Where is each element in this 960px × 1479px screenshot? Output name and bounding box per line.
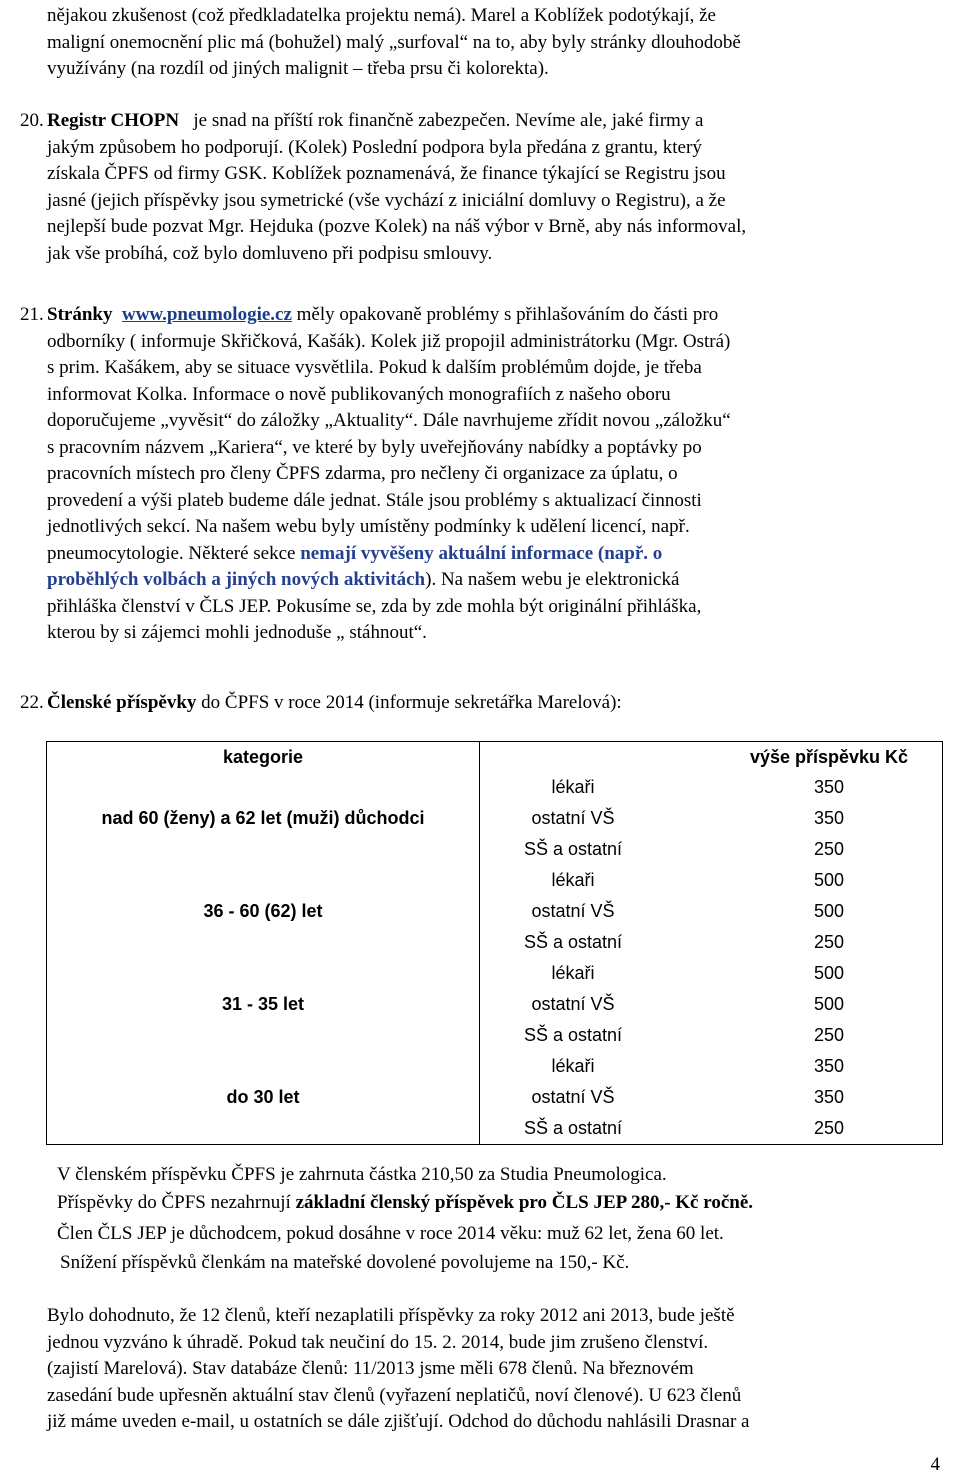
text-line: Bylo dohodnuto, že 12 členů, kteří nezaplatili příspěvky za roky 2012 ani 2013, bude ještě [47,1305,735,1326]
amount-cell: 500 [813,963,845,984]
closing-paragraph [47,1303,952,1436]
amount-cell: 350 [813,808,845,829]
text-line: odborníky ( informuje Skřičková, Kašák). Kolek již propojil administrátorku (Mgr. Ostrá) [47,330,731,352]
category-cell: 31 - 35 let [47,958,480,1051]
table-row [47,865,943,896]
amount-cell: 250 [813,839,845,860]
type-cell: lékaři [551,1056,595,1077]
text-line: získala ČPFS od firmy GSK. Koblížek poznamenává, že finance týkající se Registru jsou [47,163,726,184]
type-cell: SŠ a ostatní [523,1118,623,1139]
table-row [47,772,943,803]
table-row [47,1051,943,1082]
header-category: kategorie [47,742,480,773]
type-cell: ostatní VŠ [531,1087,615,1108]
amount-cell: 350 [813,1056,845,1077]
text-line: nejlepší bude pozvat Mgr. Hejduka (pozve Kolek) na náš výbor v Brně, aby nás informoval, [47,216,747,237]
text-line: přihláška členství v ČLS JEP. Pokusíme se, zda by zde mohla být originální přihláška, [47,595,702,617]
item-22-number: 22. [20,692,44,713]
type-cell: ostatní VŠ [531,808,615,829]
text-line: (zajistí Marelová). Stav databáze členů: 11/2013 jsme měli 678 členů. Na březnovém [47,1358,694,1379]
text-line: je snad na příští rok finančně zabezpečen. Nevíme ale, jaké firmy a [193,110,704,131]
type-cell: ostatní VŠ [531,901,615,922]
pneumologie-link[interactable]: www.pneumologie.cz [121,304,292,325]
type-cell: SŠ a ostatní [523,932,623,953]
amount-cell: 350 [813,1087,845,1108]
category-cell: nad 60 (ženy) a 62 let (muži) důchodci [47,772,480,865]
amount-cell: 250 [813,1118,845,1139]
note-line: Člen ČLS JEP je důchodcem, pokud dosáhne v roce 2014 věku: muž 62 let, žena 60 let. [57,1223,724,1244]
note-line: V členském příspěvku ČPFS je zahrnuta částka 210,50 za Studia Pneumologica. [57,1164,667,1185]
text-line: provedení a výši plateb budeme dále jednat. Stále jsou problémy s aktualizací činnosti [47,489,702,511]
note-line: Snížení příspěvků členkám na mateřské dovolené povolujeme na 150,- Kč. [60,1252,630,1273]
item-21-number: 21. [20,304,44,325]
text-line: s prim. Kašákem, aby se situace vysvětlila. Pokud k dalším problémům dojde, je třeba [47,357,702,378]
intro-paragraph [47,3,952,83]
text-line: pracovních místech pro členy ČPFS zdarma, pro nečleny či organizace za úplatu, o [47,463,678,484]
page-number: 4 [930,1454,940,1475]
highlight-text: nemají vyvěšeny aktuální informace (např. o [300,542,663,564]
amount-cell: 500 [813,901,845,922]
item-21-title: Stránky [47,304,113,325]
note-line [57,1190,753,1217]
amount-cell: 250 [813,932,845,953]
item-22-heading [47,690,952,717]
text-line: doporučujeme „vyvěsit“ do záložky „Aktuality“. Dále navrhujeme zřídit novou „záložku“ [47,410,731,431]
text-line: jednou vyzváno k úhradě. Pokud tak neučiní do 15. 2. 2014, bude jim zrušeno členství. [47,1331,709,1353]
type-cell: lékaři [551,963,595,984]
table-row [47,958,943,989]
table-header-row [47,742,943,773]
type-cell: lékaři [551,870,595,891]
text-line: do ČPFS v roce 2014 (informuje sekretářka Marelová): [196,692,622,713]
text-line: kterou by si zájemci mohli jednoduše „ stáhnout“. [47,622,427,643]
amount-cell: 500 [813,994,845,1015]
type-cell: SŠ a ostatní [523,1025,623,1046]
highlight-text: proběhlých volbách a jiných nových aktivitách [47,569,426,590]
item-21-paragraph [47,302,952,647]
text-line: pneumocytologie. Některé sekce [47,542,301,564]
text-line: informovat Kolka. Informace o nově publikovaných monografiích z našeho oboru [47,383,671,405]
text-line: maligní onemocnění plic má (bohužel) malý „surfoval“ na to, aby byly stránky dlouhodobě [47,31,741,53]
text-line: jak vše probíhá, což bylo domluveno při podpisu smlouvy. [47,242,493,264]
text-line: zasedání bude upřesněn aktuální stav členů (vyřazení neplatičů, noví členové). U 623 členů [47,1384,742,1406]
note-bold-text: základní členský příspěvek pro ČLS JEP 280,- Kč ročně. [295,1192,754,1213]
type-cell: ostatní VŠ [531,994,615,1015]
item-20-title: Registr CHOPN [47,110,180,131]
text-line: jasné (jejich příspěvky jsou symetrické (vše vychází z iniciální domluvy o Registru), a že [47,189,726,211]
type-cell: SŠ a ostatní [523,839,623,860]
text-line: ). Na našem webu je elektronická [425,569,680,590]
amount-cell: 250 [813,1025,845,1046]
item-20-number: 20. [20,110,44,131]
text-line: nějakou zkušenost (což předkladatelka projektu nemá). Marel a Koblížek podotýkají, že [47,5,716,26]
text-line: měly opakovaně problémy s přihlašováním do části pro [291,304,719,325]
header-amount: výše příspěvku Kč [749,746,909,767]
category-cell: 36 - 60 (62) let [47,865,480,958]
item-20-paragraph [47,108,952,267]
text-line: jakým způsobem ho podporují. (Kolek) Poslední podpora byla předána z grantu, který [47,136,702,158]
fees-table [46,741,943,1145]
amount-cell: 350 [813,777,845,798]
text-line: jednotlivých sekcí. Na našem webu byly umístěny podmínky k udělení licencí, např. [47,516,690,537]
item-22-title: Členské příspěvky [47,692,197,713]
text-line: využívány (na rozdíl od jiných malignit – třeba prsu či kolorekta). [47,58,549,79]
text-line: s pracovním názvem „Kariera“, ve které by byly uveřejňovány nabídky a poptávky po [47,436,702,458]
note-text: Příspěvky do ČPFS nezahrnují [57,1192,296,1213]
category-cell: do 30 let [47,1051,480,1145]
amount-cell: 500 [813,870,845,891]
type-cell: lékaři [551,777,595,798]
text-line: již máme uveden e-mail, u ostatních se dále zjišťují. Odchod do důchodu nahlásili Drasnar a [47,1411,750,1432]
